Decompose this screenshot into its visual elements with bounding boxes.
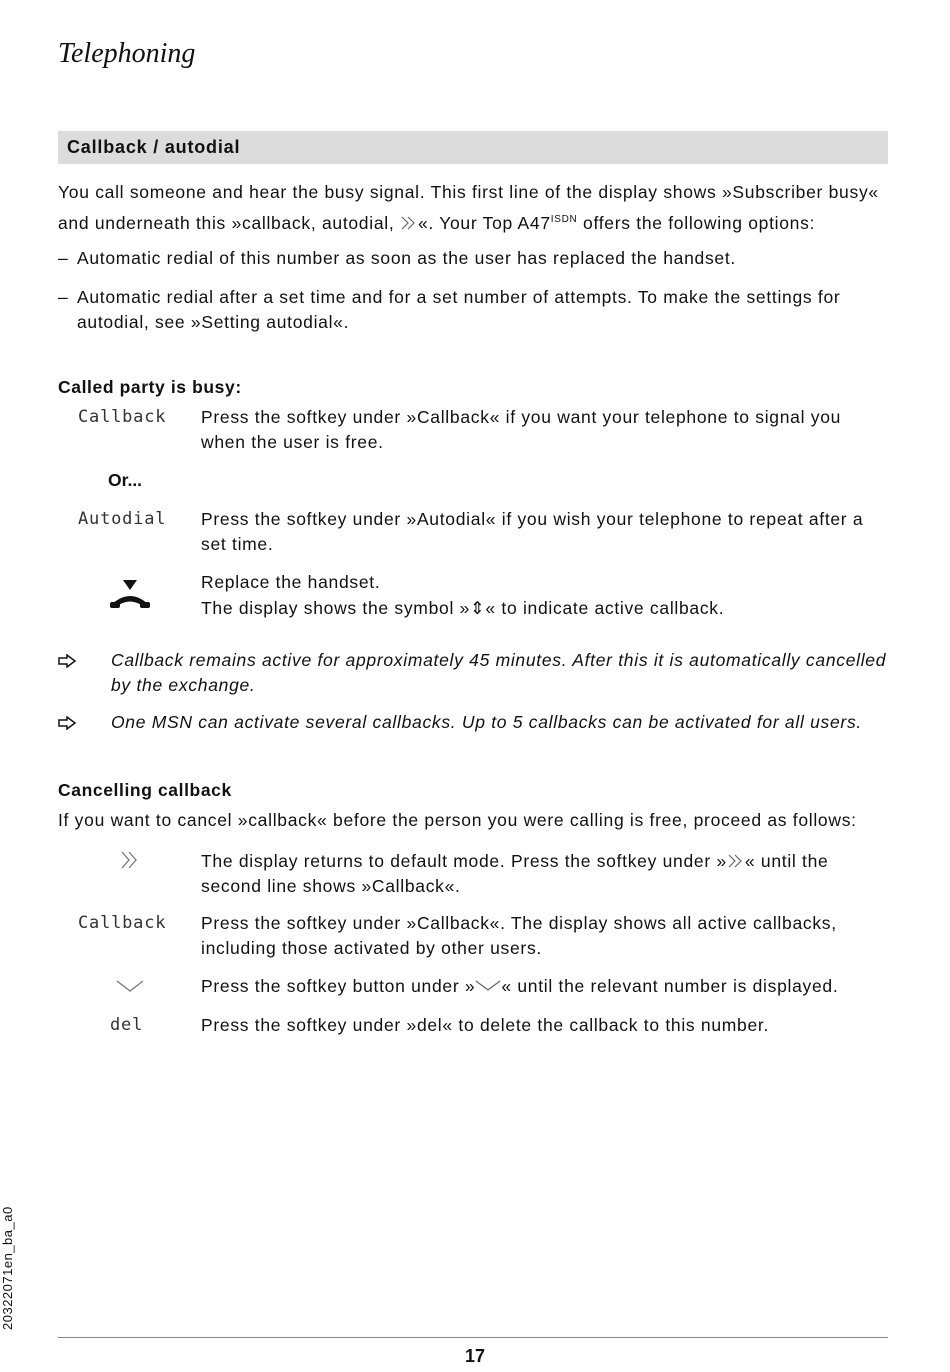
del-step-text: Press the softkey under »del« to delete the callback to this number. — [201, 1015, 770, 1035]
section-heading-bar — [58, 131, 888, 164]
handset-text-a: The display shows the symbol » — [201, 598, 471, 618]
forward-text-a: The display returns to default mode. Press the softkey under » — [201, 851, 727, 871]
callback-symbol-icon: ⇕ — [470, 598, 486, 618]
option-2: Automatic redial after a set time and for a set number of attempts. To make the settings for autodial, see »Setting autodial«. — [77, 287, 841, 332]
handset-down-icon — [108, 578, 152, 610]
footer-divider — [58, 1337, 888, 1338]
scroll-text-b: « until the relevant number is displayed. — [501, 976, 839, 996]
autodial-softkey[interactable]: Autodial — [78, 509, 167, 529]
intro-line-1: You call someone and hear the busy signal. This first line of the display shows »Subscriber busy« — [58, 182, 879, 202]
callback-step-text: Press the softkey under »Callback« if you want your telephone to signal you when the user is free. — [201, 407, 842, 452]
double-chevron-right-icon — [727, 854, 745, 868]
page-title: Telephoning — [58, 38, 196, 69]
del-softkey[interactable]: del — [110, 1015, 144, 1035]
cancel-callback-step-text: Press the softkey under »Callback«. The display shows all active callbacks, including those activated by other users. — [201, 913, 837, 958]
scroll-step-text — [201, 974, 891, 999]
callback-softkey[interactable]: Callback — [78, 407, 167, 427]
isdn-superscript: ISDN — [550, 214, 578, 225]
forward-step-text — [201, 849, 891, 899]
cancel-heading: Cancelling callback — [58, 780, 232, 800]
handset-step-line-2 — [201, 596, 891, 621]
busy-heading: Called party is busy: — [58, 377, 242, 397]
chevron-down-icon — [475, 980, 501, 992]
dash-bullet: – — [58, 248, 68, 268]
note-1: Callback remains active for approximately 45 minutes. After this it is automatically cancelled by the exchange. — [111, 650, 887, 695]
section-title: Callback / autodial — [67, 137, 241, 157]
page-number: 17 — [464, 1346, 486, 1366]
handset-text-b: « to indicate active callback. — [485, 598, 725, 618]
intro-line-2 — [58, 207, 815, 236]
document-code: 20322071en_ba_a0 — [0, 1206, 15, 1330]
autodial-step-text: Press the softkey under »Autodial« if you wish your telephone to repeat after a set time. — [201, 509, 864, 554]
intro-text-c: offers the following options: — [577, 212, 816, 233]
callback-softkey[interactable]: Callback — [78, 913, 167, 933]
forward-text-b: « until the second line shows »Callback«. — [201, 851, 829, 896]
hollow-arrow-icon — [58, 716, 78, 730]
double-chevron-right-icon[interactable] — [120, 851, 140, 869]
hollow-arrow-icon — [58, 654, 78, 668]
option-1: Automatic redial of this number as soon as the user has replaced the handset. — [77, 248, 736, 268]
or-label: Or... — [108, 470, 143, 490]
intro-text-b: «. Your Top A47 — [417, 212, 551, 233]
dash-bullet: – — [58, 287, 68, 307]
double-chevron-right-icon — [400, 216, 418, 230]
handset-step-line-1: Replace the handset. — [201, 572, 381, 592]
intro-text-a: and underneath this »callback, autodial, — [58, 212, 400, 233]
cancel-intro: If you want to cancel »callback« before the person you were calling is free, proceed as follows: — [58, 810, 857, 830]
chevron-down-icon[interactable] — [116, 979, 144, 993]
scroll-text-a: Press the softkey button under » — [201, 976, 476, 996]
note-2: One MSN can activate several callbacks. Up to 5 callbacks can be activated for all users. — [111, 712, 862, 732]
